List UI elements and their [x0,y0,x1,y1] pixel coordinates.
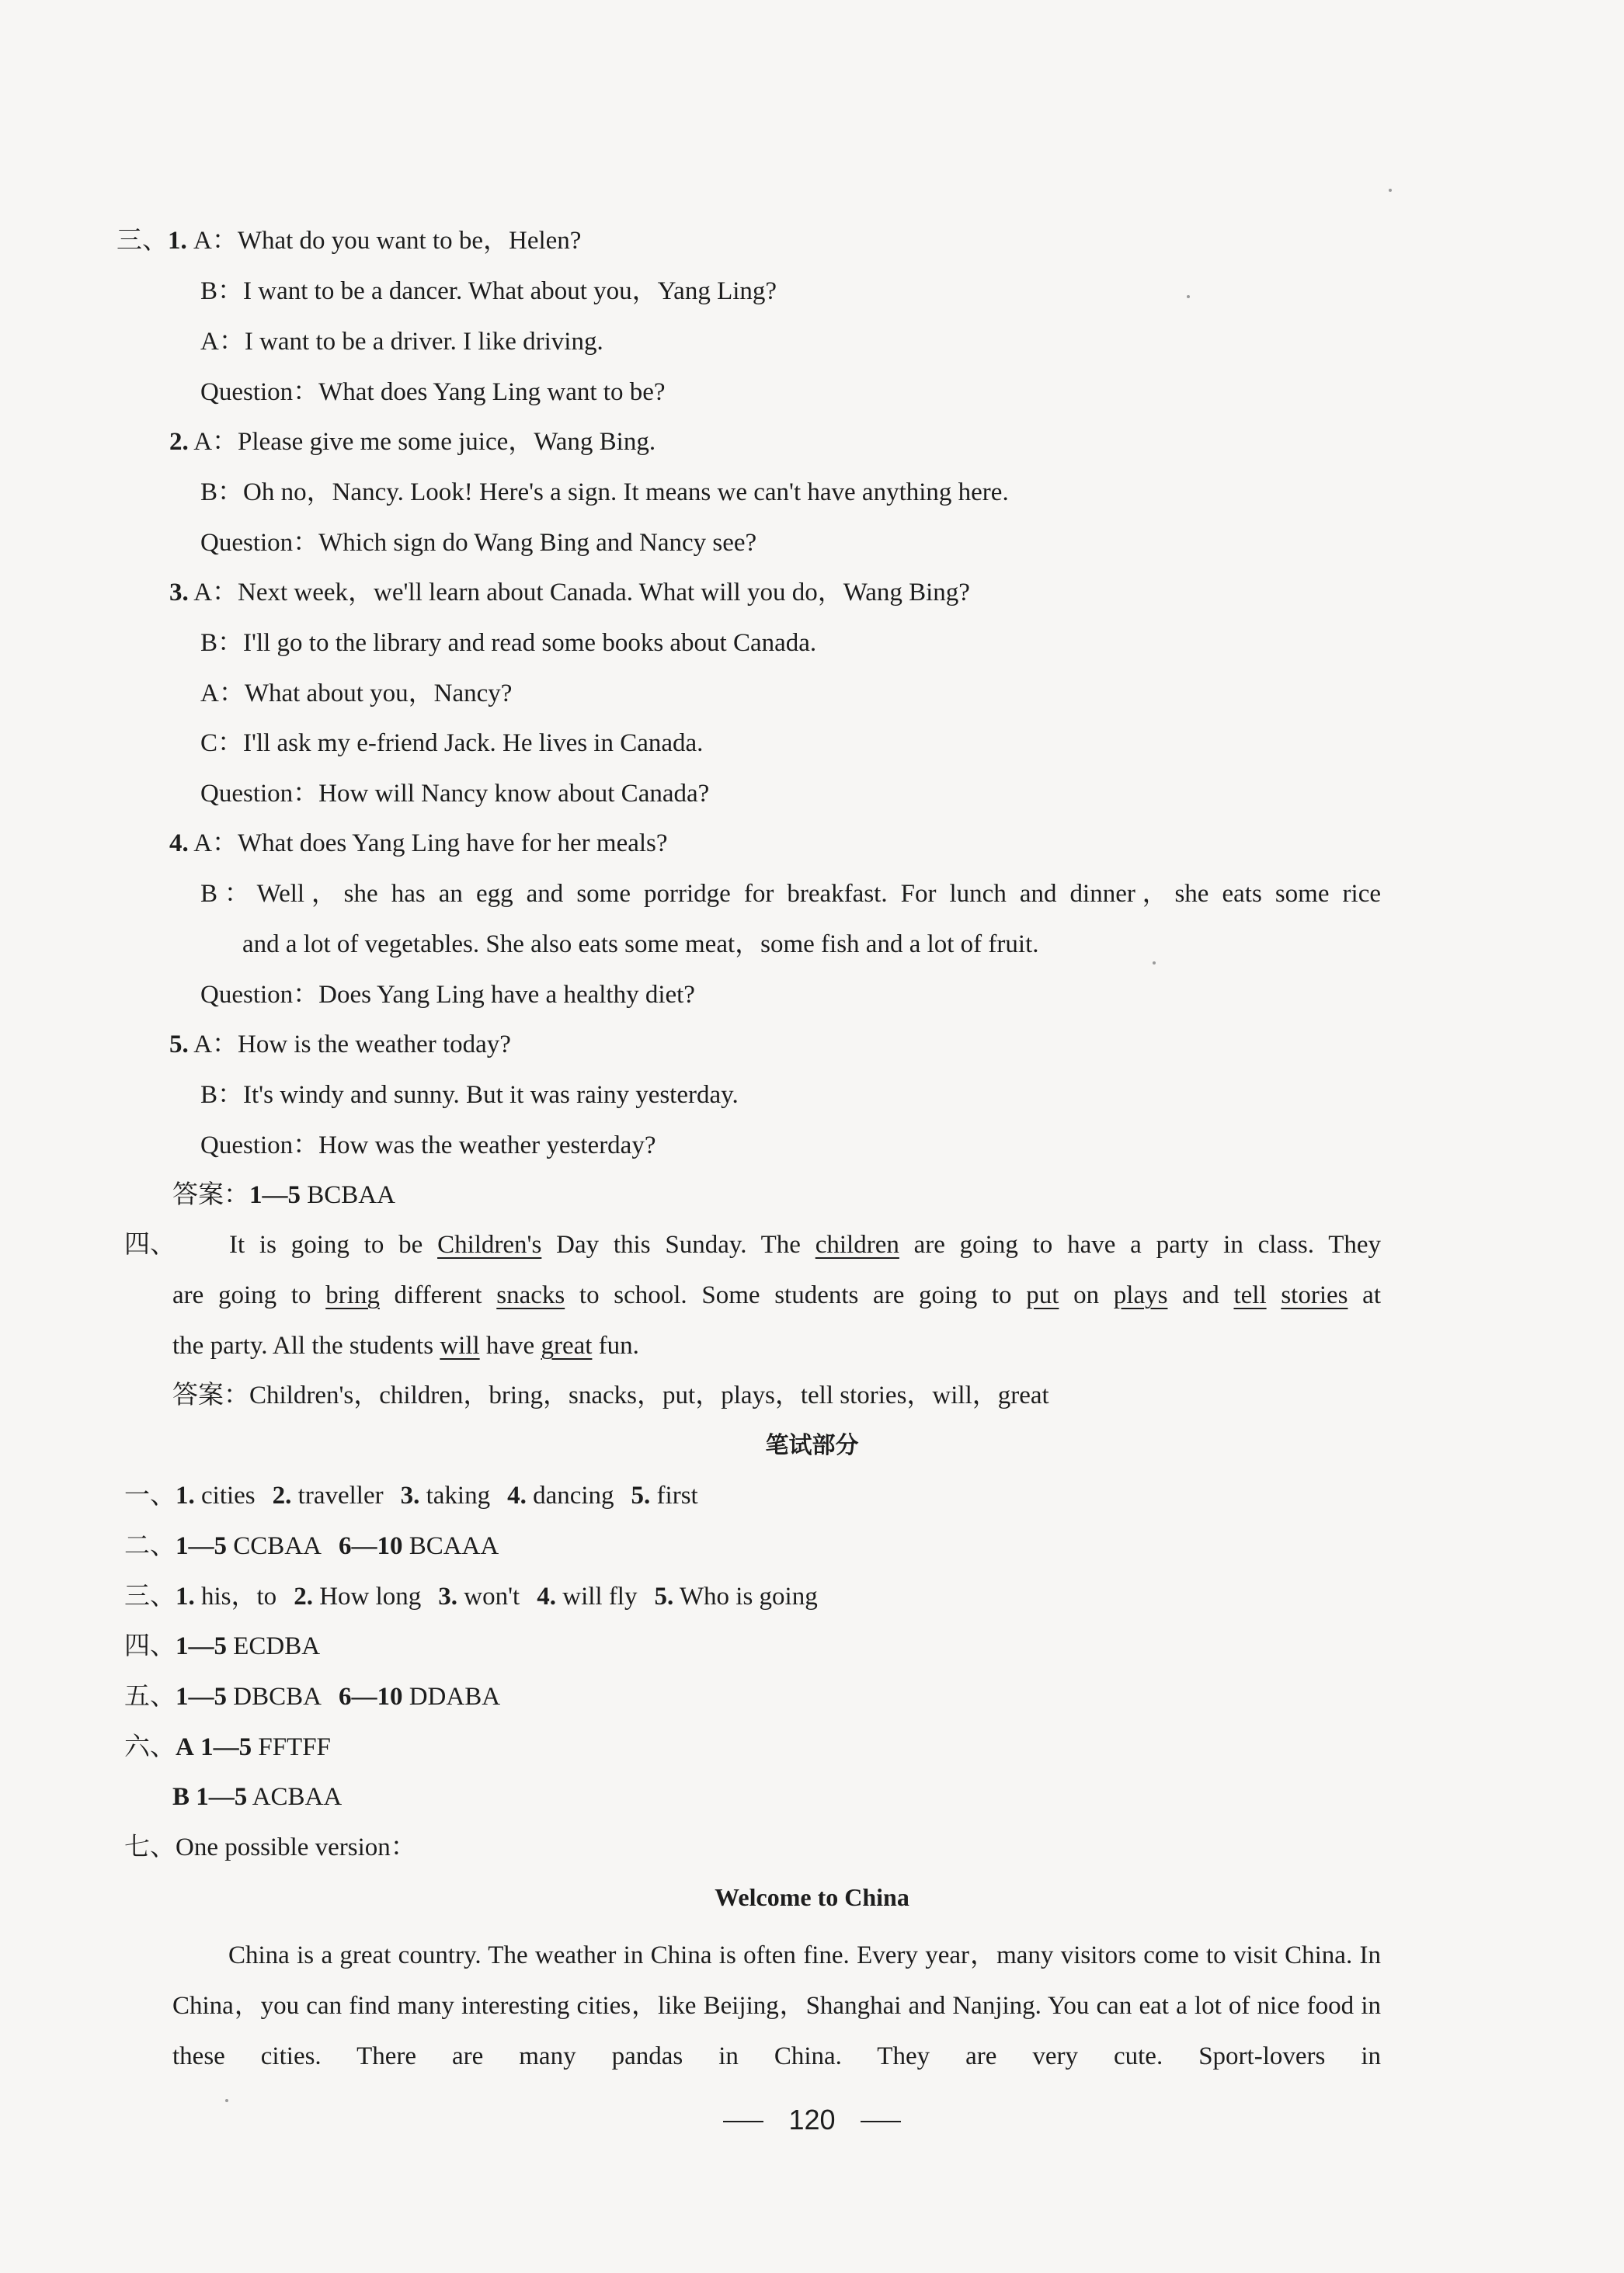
passage-text: have [479,1332,541,1360]
item-number: 4. [169,829,189,857]
answer-range: 6—10 [338,1683,403,1711]
answer-value: BCAAA [409,1532,499,1560]
section-number: 三、 [116,227,168,255]
section-number: 二、 [124,1532,176,1560]
section3-q1-line2: B：I want to be a dancer. What about you，Yang Ling? [200,277,777,305]
answer-value: cities [201,1482,256,1510]
answer-value: first [656,1482,698,1510]
page-number-dash-right [861,2121,901,2122]
section3-q3-question: Question：How will Nancy know about Canada? [200,780,710,808]
page-number-dash-left [723,2121,763,2122]
answer-range: 1—5 [249,1181,301,1209]
part-label: B [172,1783,190,1811]
dialogue-line: A：Next week，we'll learn about Canada. What will you do，Wang Bing? [193,579,970,606]
section3-q2-line1 [169,425,656,459]
passage-text: It is going to be [229,1231,438,1259]
passage-text: are going to [172,1281,326,1309]
section3-q3-line3: A：What about you，Nancy? [200,679,513,707]
dialogue-line: A：What do you want to be，Helen? [193,227,582,255]
item-number: 3. [400,1482,420,1510]
underlined-word: put [1026,1281,1059,1309]
passage-text: different [379,1281,497,1309]
underlined-word: tell [1233,1281,1267,1309]
section3-q2-line2: B：Oh no，Nancy. Look! Here's a sign. It means we can't have anything here. [200,478,1009,506]
written-s5 [124,1680,500,1714]
answer-value: Children's，children，bring，snacks，put，plays，tell stories，will，great [249,1382,1049,1409]
item-number: 2. [294,1583,313,1611]
answer-range: 1—5 [200,1733,252,1761]
scan-speck [1187,295,1190,298]
section3-q2-question: Question：Which sign do Wang Bing and Nancy see? [200,529,757,557]
written-section-heading: 笔试部分 [765,1432,859,1459]
underlined-word: plays [1113,1281,1168,1309]
passage-text: and [1167,1281,1234,1309]
answer-label: 答案： [172,1181,249,1209]
section4-answer [172,1378,1049,1413]
item-number: 1. [176,1482,195,1510]
dialogue-line: A：What does Yang Ling have for her meals? [193,829,668,857]
section-number: 三、 [124,1583,176,1611]
answer-range: 1—5 [196,1783,248,1811]
answer-value: ACBAA [252,1783,343,1811]
section-number: 一、 [124,1482,176,1510]
part-label: A [176,1733,194,1761]
section3-q1-line3: A：I want to be a driver. I like driving. [200,328,603,356]
answer-value: taking [426,1482,491,1510]
answer-value: FFTFF [258,1733,331,1761]
underlined-word: bring [325,1281,380,1309]
section4-paragraph-line2 [172,1278,1381,1312]
section3-q5-line1 [169,1027,511,1062]
item-number: 2. [169,428,189,456]
essay-body [172,1931,1381,2082]
passage-text: fun. [592,1332,639,1360]
item-number: 2. [272,1482,292,1510]
answer-value: won't [464,1583,520,1611]
scan-speck [1153,961,1156,964]
section3-q5-line2: B：It's windy and sunny. But it was rainy yesterday. [200,1081,739,1109]
item-number: 5. [169,1030,189,1058]
section3-q5-question: Question：How was the weather yesterday? [200,1131,656,1159]
passage-text: Day this Sunday. The [541,1231,815,1259]
answer-value: his，to [201,1583,277,1611]
passage-text [1267,1281,1281,1309]
written-s1 [124,1479,698,1513]
answer-value: will fly [562,1583,638,1611]
answer-range: 1—5 [176,1683,227,1711]
written-s6-a [124,1730,331,1764]
section3-q1-question: Question：What does Yang Ling want to be? [200,378,666,406]
item-number: 5. [654,1583,674,1611]
passage-text: are going to have a party in class. They [899,1231,1381,1259]
item-number: 3. [438,1583,458,1611]
item-number: 5. [631,1482,651,1510]
section-number: 六、 [124,1733,176,1761]
item-number: 1. [168,227,187,255]
scan-speck [1389,189,1392,192]
underlined-word: stories [1281,1281,1348,1309]
underlined-word: children [815,1231,899,1259]
section3-q4-question: Question：Does Yang Ling have a healthy diet? [200,981,695,1009]
section4-paragraph-line1 [229,1228,1381,1262]
answer-value: traveller [297,1482,384,1510]
section4-paragraph-line3 [172,1329,639,1363]
section3-q4-line2: B：Well，she has an egg and some porridge for breakfast. For lunch and dinner，she eats some rice [200,880,1381,908]
passage-text: at [1348,1281,1381,1309]
answer-range: 1—5 [176,1632,227,1660]
passage-text: on [1059,1281,1114,1309]
item-number: 3. [169,579,189,606]
answer-value: CCBAA [233,1532,322,1560]
section3-answer [172,1178,395,1212]
section-number: 七、 [124,1833,176,1861]
answer-value: DDABA [409,1683,501,1711]
page-number-value: 120 [788,2104,836,2136]
underlined-word: will [440,1332,480,1360]
underlined-word: great [541,1332,593,1360]
answer-label: 答案： [172,1382,249,1409]
underlined-word: snacks [496,1281,565,1309]
section3-q1-line1 [116,224,581,258]
answer-value: Who is going [679,1583,818,1611]
section3-q4-line3: and a lot of vegetables. She also eats some meat，some fish and a lot of fruit. [242,930,1039,958]
dialogue-line: A：Please give me some juice，Wang Bing. [193,428,656,456]
passage-text: to school. Some students are going to [565,1281,1027,1309]
intro-text: One possible version： [176,1833,416,1861]
essay-text: China is a great country. The weather in China is often fine. Every year，many visitors come to visit China. In China，you can find many interesting cities，like Beijing，Shanghai and Nanjing. You can eat a lot of nice food in these cities. There are many pandas in China. They are very cute. Sport-lovers in [172,1941,1381,2070]
answer-range: 6—10 [338,1532,403,1560]
written-s7-intro [124,1830,416,1865]
dialogue-line: A：How is the weather today? [193,1030,511,1058]
section3-q3-line1 [169,575,970,610]
page-number [0,2101,1624,2139]
item-number: 4. [507,1482,527,1510]
answer-value: DBCBA [233,1683,322,1711]
written-s3 [124,1580,818,1614]
written-s2 [124,1529,499,1563]
written-s4 [124,1629,320,1663]
section3-q3-line2: B：I'll go to the library and read some books about Canada. [200,629,817,657]
answer-value: How long [319,1583,422,1611]
item-number: 1. [176,1583,195,1611]
underlined-word: Children's [437,1231,542,1259]
answer-value: BCBAA [307,1181,395,1209]
answer-value: dancing [533,1482,614,1510]
answer-range: 1—5 [176,1532,227,1560]
passage-text: the party. All the students [172,1332,440,1360]
section-number: 四、 [124,1632,176,1660]
answer-value: ECDBA [233,1632,321,1660]
section4-number: 四、 [124,1231,176,1259]
section-number: 五、 [124,1683,176,1711]
essay-title: Welcome to China [715,1883,909,1911]
section3-q4-line1 [169,826,668,860]
section3-q3-line4: C：I'll ask my e-friend Jack. He lives in Canada. [200,729,704,757]
item-number: 4. [537,1583,556,1611]
written-s6-b [172,1780,342,1814]
